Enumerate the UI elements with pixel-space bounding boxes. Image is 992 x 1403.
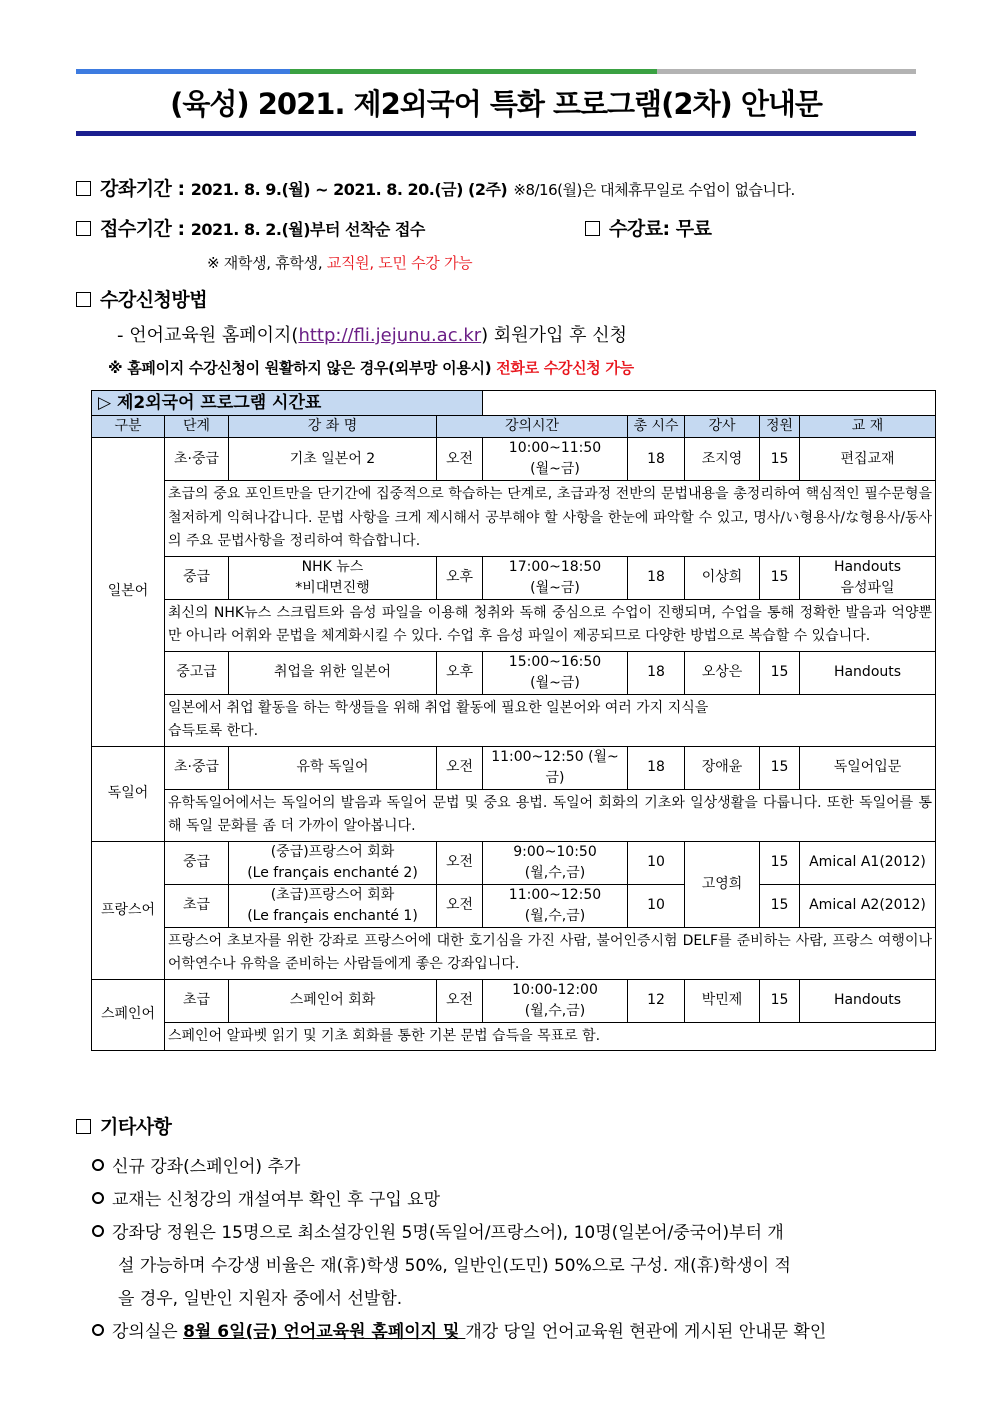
level-cell: 중고급: [165, 651, 229, 694]
bullet-text: 강의실은: [112, 1322, 184, 1342]
hours-cell: 10: [628, 841, 685, 884]
hours-cell: 10: [628, 884, 685, 927]
level-cell: 초·중급: [165, 438, 229, 481]
eligibility-prefix: ※ 재학생, 휴학생,: [207, 254, 327, 272]
period-note: ※8/16(월)은 대체휴무일로 수업이 없습니다.: [513, 181, 795, 199]
capacity-cell: 15: [760, 746, 800, 789]
header-time: 강의시간: [437, 416, 628, 438]
teacher-cell: 박민제: [685, 979, 760, 1022]
capacity-cell: 15: [760, 884, 800, 927]
textbook-cell: 편집교재: [800, 438, 936, 481]
textbook-cell: Handouts 음성파일: [800, 556, 936, 599]
header-course-name: 강 좌 명: [229, 416, 437, 438]
table-row: [92, 556, 936, 599]
ampm-cell: 오후: [437, 556, 483, 599]
header-bar-blue: [76, 69, 290, 74]
page-title: (육성) 2021. 제2외국어 특화 프로그램(2차) 안내문: [170, 87, 822, 121]
header-teacher: 강사: [685, 416, 760, 438]
ampm-cell: 오전: [437, 841, 483, 884]
header-capacity: 정원: [760, 416, 800, 438]
table-row: [92, 884, 936, 927]
course-name-cell: (중급)프랑스어 회화 (Le français enchanté 2): [229, 841, 437, 884]
textbook-cell: Handouts: [800, 651, 936, 694]
bullet-bold-text: 8월 6일(금) 언어교육원 홈페이지 및: [183, 1322, 466, 1342]
level-cell: 초·중급: [165, 746, 229, 789]
course-name-cell: 취업을 위한 일본어: [229, 651, 437, 694]
checkbox-icon: [76, 181, 91, 196]
description-row: [92, 481, 936, 557]
header-bar-green: [290, 69, 657, 74]
timetable-title: ▷ 제2외국어 프로그램 시간표: [92, 391, 483, 416]
bullet-text: 강좌당 정원은 15명으로 최소설강인원 5명(독일어/프랑스어), 10명(일본어/중국어)부터 개: [112, 1223, 784, 1243]
capacity-cell: 15: [760, 651, 800, 694]
hours-cell: 18: [628, 438, 685, 481]
header-hours: 총 시수: [628, 416, 685, 438]
textbook-cell: 독일어입문: [800, 746, 936, 789]
method-prefix: - 언어교육원 홈페이지(: [117, 325, 299, 346]
description-row: [92, 1022, 936, 1051]
method-heading-text: 수강신청방법: [100, 289, 208, 311]
capacity-cell: 15: [760, 556, 800, 599]
ampm-cell: 오전: [437, 438, 483, 481]
description-row: [92, 789, 936, 841]
header-category: 구분: [92, 416, 165, 438]
course-description: 초급의 중요 포인트만을 단기간에 집중적으로 학습하는 단계로, 초급과정 전반의 문법내용을 총정리하여 핵심적인 필수문형을 철저하게 익혀나갑니다. 문법 사항을 크게 제시해서 공부해야 할 사항을 한눈에 파악할 수 있고, 명사/い형용사/な형용사/동사의 주요 문법사항을 정리하여 학습합니다.: [165, 481, 936, 557]
registration-value: 2021. 8. 2.(월)부터 선착순 접수: [190, 220, 425, 239]
list-item-continued: [92, 1250, 826, 1283]
course-name-cell: 스페인어 회화: [229, 979, 437, 1022]
circle-bullet-icon: [92, 1159, 104, 1171]
method-note: [108, 357, 634, 378]
time-cell: 11:00~12:50 (월,수,금): [483, 884, 628, 927]
course-description: 프랑스어 초보자를 위한 강좌로 프랑스어에 대한 호기심을 가진 사람, 불어인증시험 DELF를 준비하는 사람, 프랑스 여행이나 어학연수나 유학을 준비하는 사람들에게 좋은 강좌입니다.: [165, 927, 936, 979]
homepage-link[interactable]: http://fli.jejunu.ac.kr: [298, 325, 482, 346]
other-heading-text: 기타사항: [100, 1116, 172, 1138]
course-name-cell: 기초 일본어 2: [229, 438, 437, 481]
bullet-text: 신규 강좌(스페인어) 추가: [112, 1157, 301, 1177]
capacity-cell: 15: [760, 841, 800, 884]
course-description: 최신의 NHK뉴스 스크립트와 음성 파일을 이용해 청취와 독해 중심으로 수업이 진행되며, 수업을 통해 정확한 발음과 억양뿐만 아니라 어휘와 문법을 체계화시킬 수 있다. 수업 후 음성 파일이 제공되므로 다양한 방법으로 복습할 수 있습니다.: [165, 599, 936, 651]
fee-text: 수강료: 무료: [609, 218, 712, 240]
method-note-prefix: ※ 홈페이지 수강신청이 원활하지 않은 경우(외부망 이용시): [108, 359, 497, 377]
list-item: [92, 1151, 826, 1184]
header-level: 단계: [165, 416, 229, 438]
registration-period: [76, 214, 425, 241]
list-item: [92, 1217, 826, 1250]
timetable-header: [92, 416, 936, 438]
time-cell: 15:00~16:50 (월~금): [483, 651, 628, 694]
header-textbook: 교 재: [800, 416, 936, 438]
method-note-highlight: 전화로 수강신청 가능: [496, 359, 634, 377]
checkbox-icon: [76, 1119, 91, 1134]
timetable-title-blank: [483, 391, 936, 416]
method-suffix: ) 회원가입 후 신청: [481, 325, 628, 346]
teacher-cell: 고영희: [685, 841, 760, 927]
category-cell: 독일어: [92, 746, 165, 841]
course-description: 스페인어 알파벳 읽기 및 기초 회화를 통한 기본 문법 습득을 목표로 함.: [165, 1022, 936, 1051]
course-name-cell: NHK 뉴스 *비대면진행: [229, 556, 437, 599]
hours-cell: 12: [628, 979, 685, 1022]
method-heading: [76, 285, 207, 312]
teacher-cell: 장애윤: [685, 746, 760, 789]
course-name-cell: (초급)프랑스어 회화 (Le français enchanté 1): [229, 884, 437, 927]
description-row: [92, 927, 936, 979]
method-line: [117, 321, 627, 347]
hours-cell: 18: [628, 746, 685, 789]
circle-bullet-icon: [92, 1192, 104, 1204]
level-cell: 초급: [165, 979, 229, 1022]
course-period: [76, 174, 795, 201]
period-label: 강좌기간 :: [100, 178, 185, 200]
table-row: [92, 979, 936, 1022]
level-cell: 중급: [165, 556, 229, 599]
textbook-cell: Amical A1(2012): [800, 841, 936, 884]
period-value: 2021. 8. 9.(월) ~ 2021. 8. 20.(금) (2주): [190, 180, 508, 199]
hours-cell: 18: [628, 556, 685, 599]
fee: [585, 214, 711, 241]
time-cell: 9:00~10:50 (월,수,금): [483, 841, 628, 884]
course-description: 유학독일어에서는 독일어의 발음과 독일어 문법 및 중요 용법. 독일어 회화의 기초와 일상생활을 다룹니다. 또한 독일어를 통해 독일 문화를 좀 더 가까이 알아봅니다.: [165, 789, 936, 841]
circle-bullet-icon: [92, 1324, 104, 1336]
time-cell: 10:00-12:00 (월,수,금): [483, 979, 628, 1022]
ampm-cell: 오후: [437, 651, 483, 694]
circle-bullet-icon: [92, 1225, 104, 1237]
timetable: [91, 390, 936, 1051]
table-row: [92, 841, 936, 884]
capacity-cell: 15: [760, 438, 800, 481]
other-list: [92, 1151, 826, 1349]
category-cell: 일본어: [92, 438, 165, 747]
registration-label: 접수기간 :: [100, 218, 185, 240]
checkbox-icon: [76, 221, 91, 236]
bullet-text: 교재는 신청강의 개설여부 확인 후 구입 요망: [112, 1190, 441, 1210]
other-heading: [76, 1112, 171, 1139]
checkbox-icon: [585, 221, 600, 236]
ampm-cell: 오전: [437, 884, 483, 927]
hours-cell: 18: [628, 651, 685, 694]
category-cell: 스페인어: [92, 979, 165, 1051]
ampm-cell: 오전: [437, 746, 483, 789]
description-row: [92, 599, 936, 651]
description-row: [92, 694, 936, 746]
eligibility-highlight: 교직원, 도민 수강 가능: [326, 254, 473, 272]
bullet-text: 을 경우, 일반인 지원자 중에서 선발함.: [118, 1289, 403, 1309]
time-cell: 17:00~18:50 (월~금): [483, 556, 628, 599]
category-cell: 프랑스어: [92, 841, 165, 979]
eligibility-note: [207, 252, 472, 273]
level-cell: 중급: [165, 841, 229, 884]
level-cell: 초급: [165, 884, 229, 927]
list-item-continued: [92, 1283, 826, 1316]
table-row: [92, 651, 936, 694]
teacher-cell: 이상희: [685, 556, 760, 599]
time-cell: 11:00~12:50 (월~금): [483, 746, 628, 789]
bullet-text: 설 가능하며 수강생 비율은 재(휴)학생 50%, 일반인(도민) 50%으로 구성. 재(휴)학생이 적: [118, 1256, 791, 1276]
ampm-cell: 오전: [437, 979, 483, 1022]
capacity-cell: 15: [760, 979, 800, 1022]
time-cell: 10:00~11:50 (월~금): [483, 438, 628, 481]
course-name-cell: 유학 독일어: [229, 746, 437, 789]
header-bar-gray: [657, 69, 916, 74]
table-row: [92, 438, 936, 481]
teacher-cell: 조지영: [685, 438, 760, 481]
textbook-cell: Amical A2(2012): [800, 884, 936, 927]
course-description: 일본에서 취업 활동을 하는 학생들을 위해 취업 활동에 필요한 일본어와 여러 가지 지식을 습득토록 한다.: [165, 694, 936, 746]
list-item: [92, 1316, 826, 1349]
table-row: [92, 746, 936, 789]
bullet-text: 개강 당일 언어교육원 현관에 게시된 안내문 확인: [465, 1322, 827, 1342]
title-underline: [76, 131, 916, 136]
teacher-cell: 오상은: [685, 651, 760, 694]
textbook-cell: Handouts: [800, 979, 936, 1022]
checkbox-icon: [76, 292, 91, 307]
list-item: [92, 1184, 826, 1217]
